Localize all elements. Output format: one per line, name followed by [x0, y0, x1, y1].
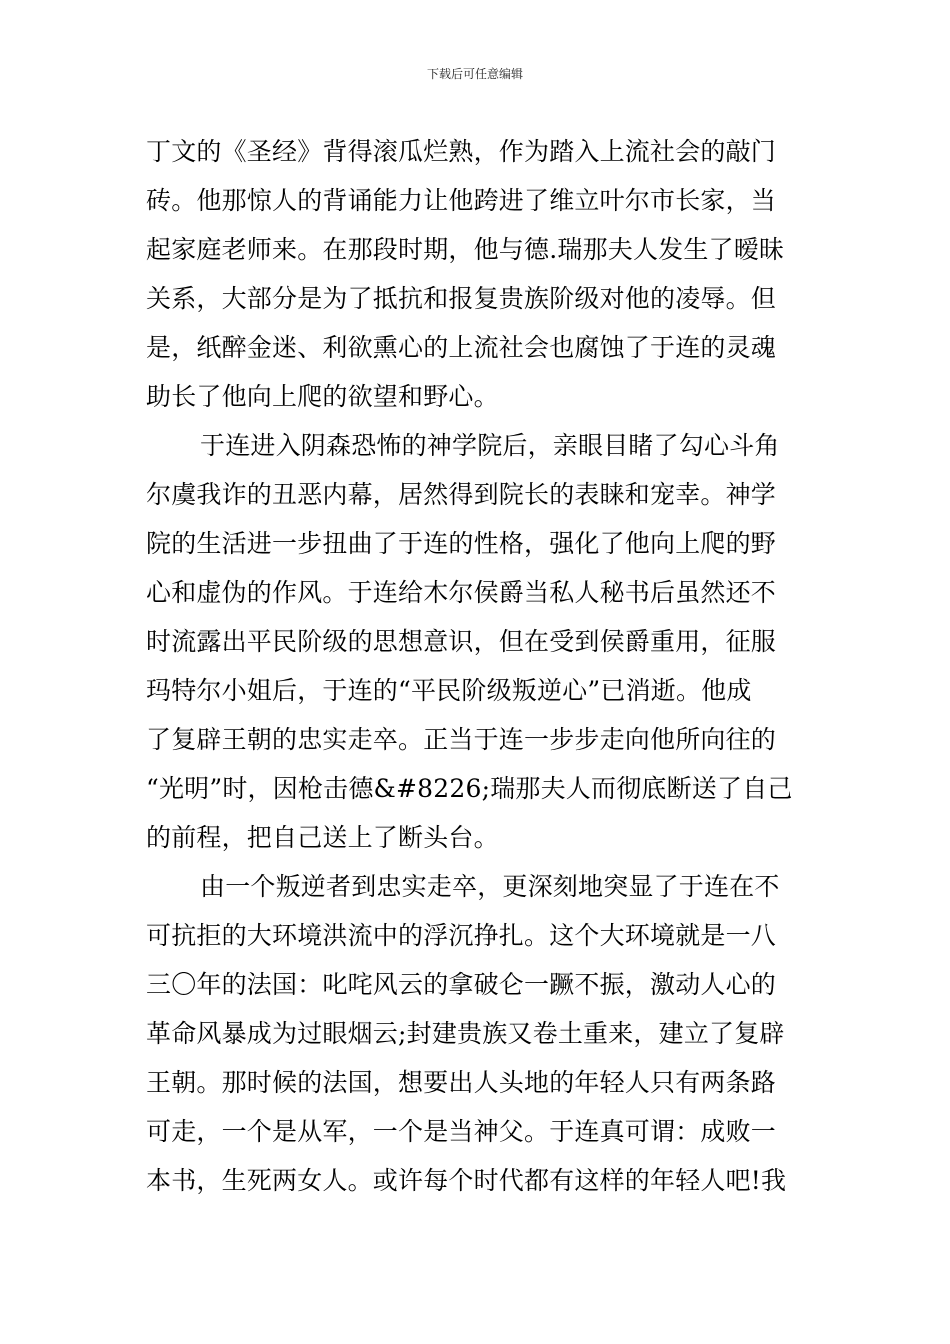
page-header: 下载后可任意编辑: [426, 67, 523, 81]
text-line: 是，纸醉金迷、利欲熏心的上流社会也腐蚀了于连的灵魂: [146, 333, 777, 362]
text-line: 起家庭老师来。在那段时期，他与德.瑞那夫人发生了暧昧: [146, 235, 785, 264]
text-line: 玛特尔小姐后，于连的“平民阶级叛逆心”已消逝。他成: [146, 676, 752, 705]
body-text: [146, 127, 810, 1205]
text-line: 砖。他那惊人的背诵能力让他跨进了维立叶尔市长家，当: [146, 186, 777, 215]
text-line: 丁文的《圣经》背得滚瓜烂熟，作为踏入上流社会的敲门: [146, 137, 777, 166]
paragraph-first-line: 于连进入阴森恐怖的神学院后，亲眼目睹了勾心斗角: [200, 431, 780, 460]
text-line: 关系，大部分是为了抵抗和报复贵族阶级对他的凌辱。但: [146, 284, 777, 313]
text-line: 助长了他向上爬的欲望和野心。: [146, 382, 499, 411]
text-line: “光明”时，因枪击德&#8226;瑞那夫人而彻底断送了自己: [146, 774, 793, 803]
text-line: 可走，一个是从军，一个是当神父。于连真可谓：成败一: [146, 1117, 777, 1146]
text-line: 王朝。那时候的法国，想要出人头地的年轻人只有两条路: [146, 1068, 777, 1097]
text-line: 了复辟王朝的忠实走卒。正当于连一步步走向他所向往的: [146, 725, 777, 754]
text-line: 时流露出平民阶级的思想意识，但在受到侯爵重用，征服: [146, 627, 777, 656]
text-line: 心和虚伪的作风。于连给木尔侯爵当私人秘书后虽然还不: [146, 578, 777, 607]
text-line: 的前程，把自己送上了断头台。: [146, 823, 499, 852]
paragraph-first-line: 由一个叛逆者到忠实走卒，更深刻地突显了于连在不: [200, 872, 780, 901]
text-line: 院的生活进一步扭曲了于连的性格，强化了他向上爬的野: [146, 529, 777, 558]
text-line: 尔虞我诈的丑恶内幕，居然得到院长的表睐和宠幸。神学: [146, 480, 777, 509]
text-line: 本书，生死两女人。或许每个时代都有这样的年轻人吧!我: [146, 1166, 787, 1195]
text-line: 革命风暴成为过眼烟云;封建贵族又卷土重来，建立了复辟: [146, 1019, 785, 1048]
text-line: 可抗拒的大环境洪流中的浮沉挣扎。这个大环境就是一八: [146, 921, 777, 950]
text-line: 三〇年的法国：叱咤风云的拿破仑一蹶不振，激动人心的: [146, 970, 777, 999]
